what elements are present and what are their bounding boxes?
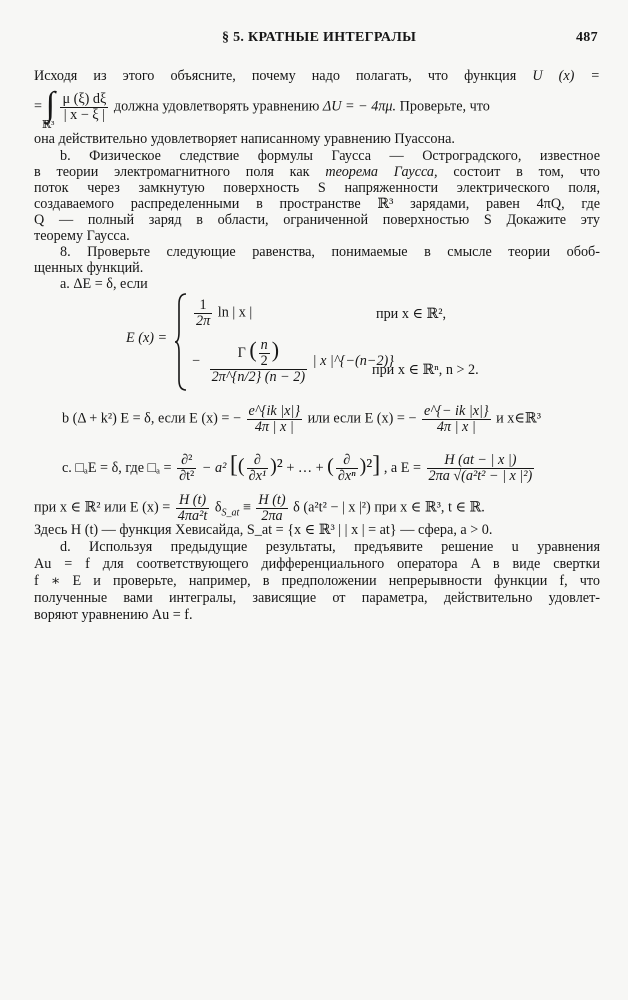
eqE-r1-cond: при x ∈ ℝ²,	[376, 306, 447, 322]
p1-line1	[34, 68, 600, 85]
pc2-den2: 2πa	[261, 507, 283, 524]
pc-dx1: ∂x¹	[248, 468, 267, 485]
paren-open: (	[237, 455, 245, 477]
pc2-num1: H (t)	[176, 493, 210, 509]
pb-line4: создаваемого распределенными в пространстве ℝ³ зарядами, равен 4πQ, где	[34, 196, 600, 212]
eqE-r1-tail: ln | x |	[217, 304, 253, 321]
pc-E-num: H (at − | x |)	[427, 453, 535, 469]
pd-line2: Au = f для соответствующего дифференциального оператора A в виде свертки	[34, 556, 600, 572]
pb-frac1	[247, 404, 303, 435]
n-num: n	[260, 337, 268, 354]
pd-line4: полученные вами интегралы, зависящие от параметра, действительно удовлет-	[34, 590, 600, 606]
p1-line2	[34, 86, 600, 124]
pc2-num2: H (t)	[258, 492, 286, 508]
eqE-r1-num: 1	[194, 298, 212, 314]
pc2-den1: 4πa²t	[177, 507, 208, 524]
left-paren: (	[249, 337, 257, 362]
paren-close: )²	[270, 455, 283, 477]
pc-d2dt2	[177, 453, 196, 484]
section-title: § 5. КРАТНЫЕ ИНТЕГРАЛЫ	[222, 30, 417, 45]
p8-a-line: a. ΔE = δ, если	[60, 276, 148, 292]
pb-text: в теории электромагнитного поля как	[34, 164, 310, 180]
pb-num1: e^{ik |x|}	[248, 403, 301, 419]
pb-frac2	[422, 404, 491, 435]
pc-partial-xn	[336, 453, 358, 484]
pc2-delta: δ	[214, 499, 222, 516]
paren-open2: (	[327, 455, 334, 477]
pc-dt2: ∂t²	[179, 468, 195, 485]
pb-line6: теорему Гаусса.	[34, 228, 130, 244]
pc-d2: ∂²	[177, 453, 196, 469]
gamma-symbol: Γ	[237, 345, 246, 361]
pc-eq-a: c. □ₐE = δ, где □ₐ =	[62, 460, 172, 476]
p8-line1: 8. Проверьте следующие равенства, понимаемые в смысле теории обоб-	[60, 244, 600, 260]
eqE-r2-tail: | x |^{−(n−2)}	[312, 352, 394, 369]
pc-E-den: 2πa √(a²t² − | x |²)	[428, 468, 533, 485]
eqE-r2-frac	[210, 338, 308, 385]
pb-eq-a: b (Δ + k²) E = δ, если E (x) = −	[62, 410, 241, 427]
pb-line1: b. Физическое следствие формулы Гаусса — Остроградского, известное	[60, 148, 600, 164]
p1-eq-sign: =	[34, 98, 43, 115]
pc-partial: ∂	[247, 453, 269, 469]
pc-equation	[62, 452, 536, 484]
left-brace-icon	[174, 292, 188, 392]
eqE-r2-num	[210, 338, 308, 370]
p1-line3: она действительно удовлетворяет написанному уравнению Пуассона.	[34, 131, 455, 147]
pd-line1: d. Используя предыдущие результаты, предъявите решение u уравнения	[60, 539, 600, 555]
eqE-r2-cond: при x ∈ ℝⁿ, n > 2.	[372, 362, 479, 378]
pc-dxn: ∂xⁿ	[337, 468, 356, 485]
pc2-a: при x ∈ ℝ² или E (x) =	[34, 499, 171, 516]
pc-E-frac	[427, 453, 535, 484]
p1-text: Исходя из этого объясните, почему надо полагать, что функция	[34, 68, 517, 84]
pc-eq-d: , а E =	[383, 460, 421, 476]
p8-line2: щенных функций.	[34, 260, 144, 276]
eqE-r1-frac	[194, 298, 212, 329]
pc2-frac1	[176, 493, 210, 524]
eqE-row1	[192, 298, 252, 329]
pc2-equiv: ≡	[242, 499, 251, 516]
pc-partial-x1	[247, 453, 269, 484]
pd-line3: f ∗ E и проверьте, например, в предположении непрерывности функции f, что	[34, 573, 600, 589]
eqE-r1-den: 2π	[196, 312, 211, 329]
two-den: 2	[260, 353, 268, 370]
pd-line5: воряют уравнению Au = f.	[34, 607, 193, 623]
integral-sign: ∫	[45, 86, 55, 124]
pc2-d: δ (a²t² − | x |²) при x ∈ ℝ³, t ∈ ℝ.	[293, 499, 485, 516]
paren-close2: )²	[359, 455, 373, 477]
page-number: 487	[576, 30, 598, 45]
p1-func: U (x) =	[532, 68, 601, 84]
pb-text2: состоит в том, что	[453, 164, 600, 180]
fraction-numerator: μ (ξ) dξ	[62, 91, 107, 107]
gauss-theorem-term: теорема Гаусса,	[325, 164, 438, 180]
pc2-frac2	[256, 493, 287, 524]
pb-num2: e^{− ik |x|}	[423, 403, 489, 419]
p1-text2: должна удовлетворять уравнению	[113, 98, 320, 115]
pb-den2: 4π | x |	[436, 418, 476, 435]
integral-fraction	[60, 92, 108, 123]
eqE-r2-minus: −	[192, 352, 201, 369]
eqE-row2	[192, 338, 394, 385]
pb-line3: поток через замкнутую поверхность S напряженности электрического поля,	[34, 180, 600, 196]
pb-den1: 4π | x |	[254, 418, 294, 435]
p1-text3: Проверьте, что	[399, 98, 490, 115]
eqE-lhs: E (x) =	[126, 330, 168, 346]
pc-partial2: ∂	[336, 453, 358, 469]
right-paren: )	[271, 337, 280, 362]
bracket-open: [	[229, 452, 238, 478]
poisson-equation: ΔU = − 4πμ.	[322, 98, 397, 115]
pb-eq-c: и x∈ℝ³	[496, 410, 541, 427]
n-over-2	[259, 338, 270, 369]
bracket-close: ]	[372, 452, 381, 478]
integral-domain: ℝ³	[42, 119, 55, 131]
pc-eq-b: − a²	[201, 460, 227, 476]
eqE-r2-den: 2π^{n/2} (n − 2)	[211, 369, 306, 386]
pb-line2	[34, 164, 600, 181]
pc2-sub: S_at	[221, 507, 240, 519]
fraction-denominator: | x − ξ |	[63, 106, 106, 123]
pc-line3: Здесь H (t) — функция Хевисайда, S_at = {x ∈ ℝ³ | | x | = at} — сфера, a > 0.	[34, 522, 493, 538]
pc-line2	[34, 493, 485, 524]
pb-line5: Q — полный заряд в области, ограниченной поверхностью S Докажите эту	[34, 212, 600, 228]
pb-eq-b: или если E (x) = −	[307, 410, 417, 427]
pb-equation	[62, 404, 541, 435]
pc-eq-c: + … +	[286, 460, 324, 476]
